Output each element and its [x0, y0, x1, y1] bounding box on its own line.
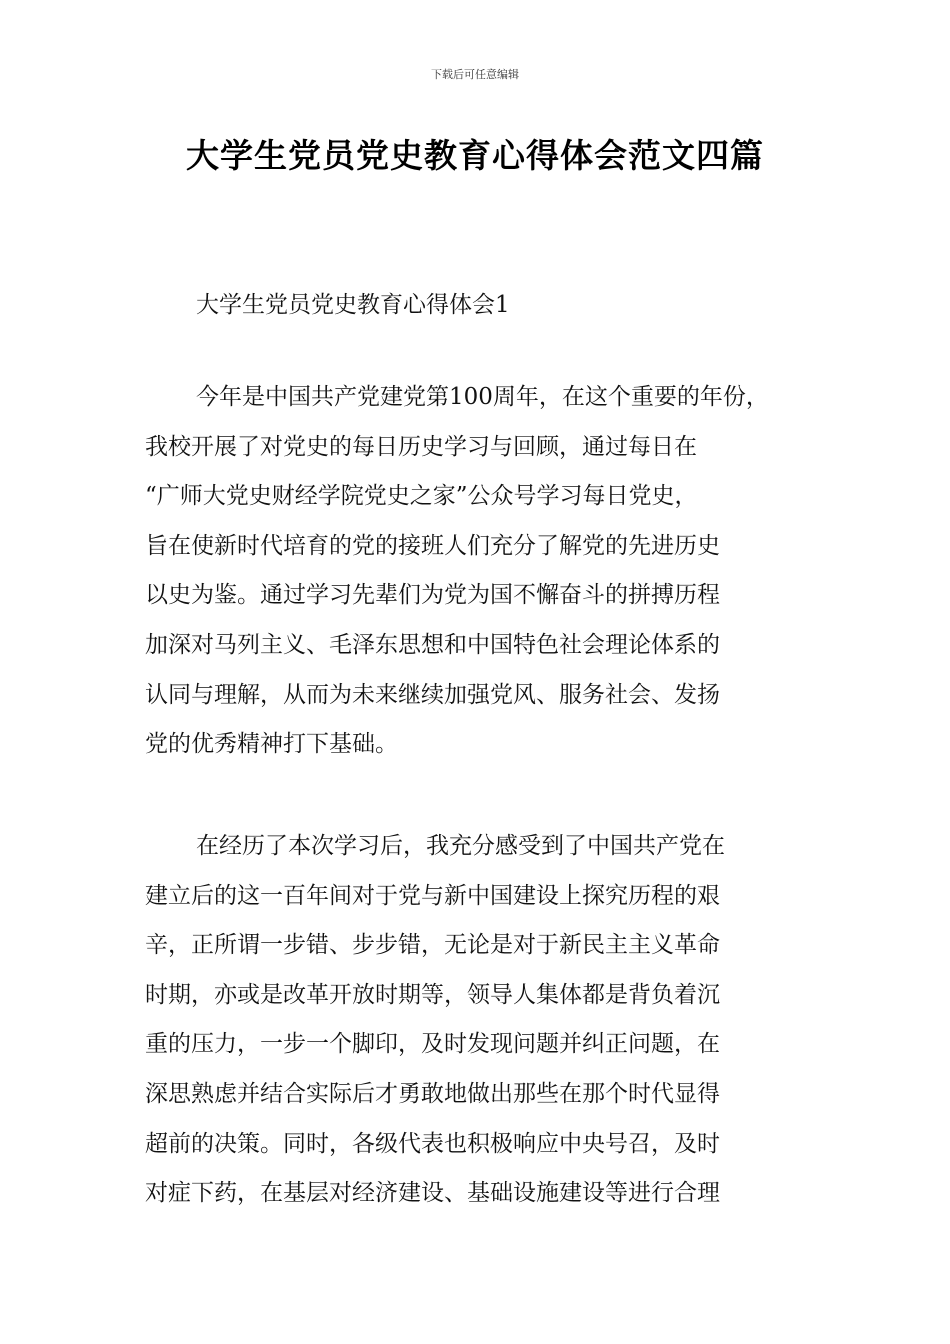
- paragraph-line: 时期，亦或是改革开放时期等，领导人集体都是背负着沉: [145, 981, 720, 1008]
- paragraph: [145, 373, 835, 770]
- header-note: 下载后可任意编辑: [431, 68, 519, 81]
- paragraph-line: 重的压力，一步一个脚印，及时发现问题并纠正问题，在: [145, 1031, 720, 1058]
- paragraph-line: 对症下药，在基层对经济建设、基础设施建设等进行合理: [145, 1180, 720, 1207]
- paragraph-line: 在经历了本次学习后，我充分感受到了中国共产党在: [196, 833, 725, 859]
- paragraph-line: 深思熟虑并结合实际后才勇敢地做出那些在那个时代显得: [145, 1080, 720, 1107]
- paragraph-line: 辛，正所谓一步错、步步错，无论是对于新民主主义革命: [145, 932, 720, 959]
- paragraph-line: 旨在使新时代培育的党的接班人们充分了解党的先进历史: [145, 532, 720, 559]
- paragraph-line: 党的优秀精神打下基础。: [145, 731, 398, 758]
- paragraph-line: 我校开展了对党史的每日历史学习与回顾，通过每日在: [145, 433, 697, 460]
- paragraph-line: 今年是中国共产党建党第100周年，在这个重要的年份，: [196, 384, 769, 410]
- paragraph-line: 认同与理解，从而为未来继续加强党风、服务社会、发扬: [145, 681, 720, 708]
- paragraph-line: 加深对马列主义、毛泽东思想和中国特色社会理论体系的: [145, 631, 720, 658]
- paragraph-line: 以史为鉴。通过学习先辈们为党为国不懈奋斗的拼搏历程: [145, 582, 720, 609]
- paragraph-line: 建立后的这一百年间对于党与新中国建设上探究历程的艰: [145, 882, 720, 909]
- paragraph-line: 超前的决策。同时，各级代表也积极响应中央号召，及时: [145, 1130, 720, 1157]
- paragraph-line: “广师大党史财经学院党史之家”公众号学习每日党史，: [145, 483, 698, 510]
- document-title: 大学生党员党史教育心得体会范文四篇: [186, 136, 764, 175]
- paragraph: [145, 822, 835, 1219]
- section-heading: 大学生党员党史教育心得体会1: [196, 292, 510, 318]
